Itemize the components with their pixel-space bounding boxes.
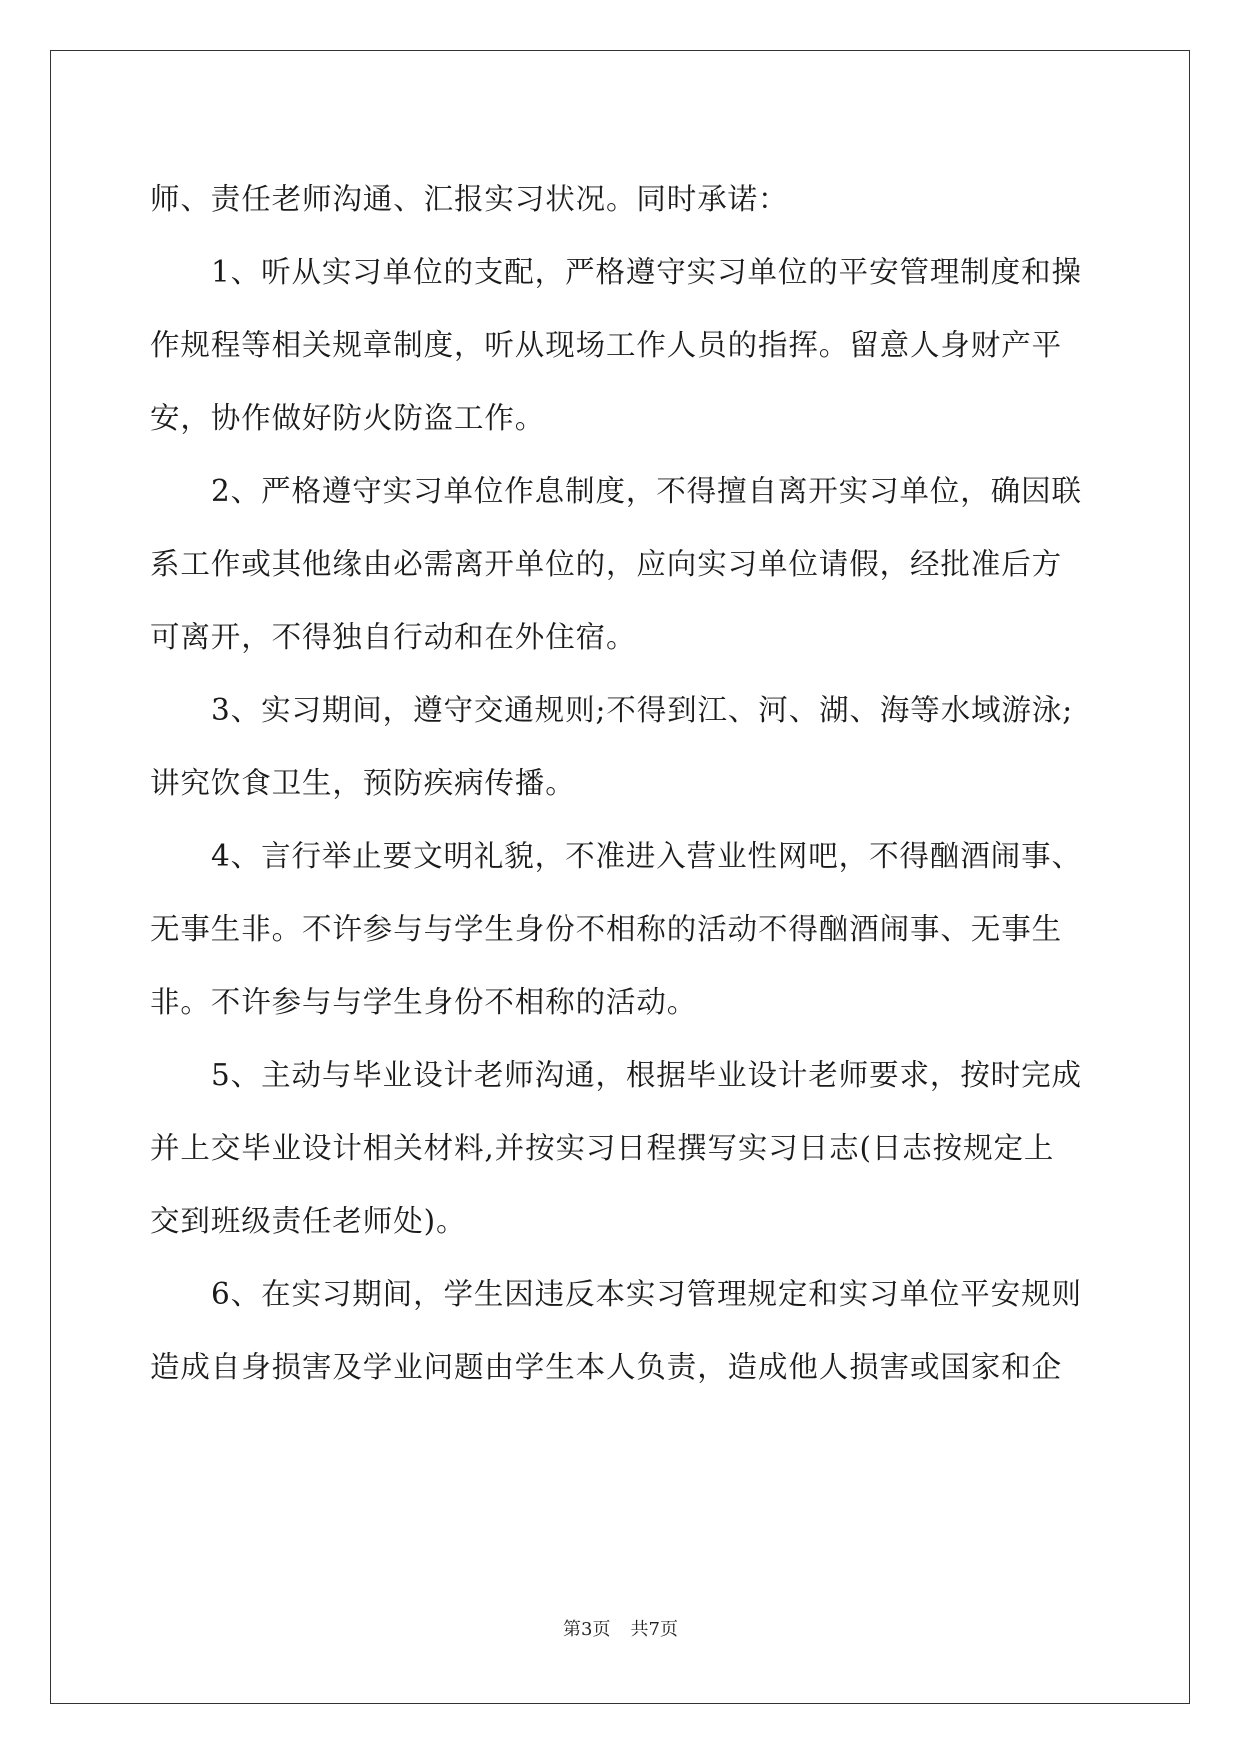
text-line: 讲究饮食卫生，预防疾病传播。	[150, 766, 576, 800]
page-number-total: 共7页	[630, 1619, 678, 1640]
text-line: 6、在实习期间，学生因违反本实习管理规定和实习单位平安规则	[211, 1277, 1082, 1311]
page-footer	[0, 1618, 1241, 1642]
text-line: 造成自身损害及学业问题由学生本人负责，造成他人损害或国家和企	[150, 1350, 1063, 1384]
text-line: 无事生非。不许参与与学生身份不相称的活动不得酗酒闹事、无事生	[150, 912, 1063, 946]
text-line: 安，协作做好防火防盗工作。	[150, 401, 546, 435]
text-line: 3、实习期间，遵守交通规则;不得到江、河、湖、海等水域游泳;	[211, 693, 1074, 727]
text-line: 5、主动与毕业设计老师沟通，根据毕业设计老师要求，按时完成	[211, 1058, 1082, 1092]
document-body	[150, 163, 1095, 1404]
text-line: 交到班级责任老师处)。	[150, 1204, 467, 1238]
text-line: 1、听从实习单位的支配，严格遵守实习单位的平安管理制度和操	[211, 255, 1082, 289]
text-line: 2、严格遵守实习单位作息制度，不得擅自离开实习单位，确因联	[211, 474, 1082, 508]
text-line: 非。不许参与与学生身份不相称的活动。	[150, 985, 698, 1019]
text-line: 4、言行举止要文明礼貌，不准进入营业性网吧，不得酗酒闹事、	[211, 839, 1082, 873]
text-line: 系工作或其他缘由必需离开单位的，应向实习单位请假，经批准后方	[150, 547, 1063, 581]
text-line: 可离开，不得独自行动和在外住宿。	[150, 620, 637, 654]
page-number-current: 第3页	[563, 1619, 611, 1640]
text-line: 并上交毕业设计相关材料,并按实习日程撰写实习日志(日志按规定上	[150, 1131, 1055, 1165]
text-line: 师、责任老师沟通、汇报实习状况。同时承诺：	[150, 182, 789, 216]
text-line: 作规程等相关规章制度，听从现场工作人员的指挥。留意人身财产平	[150, 328, 1063, 362]
